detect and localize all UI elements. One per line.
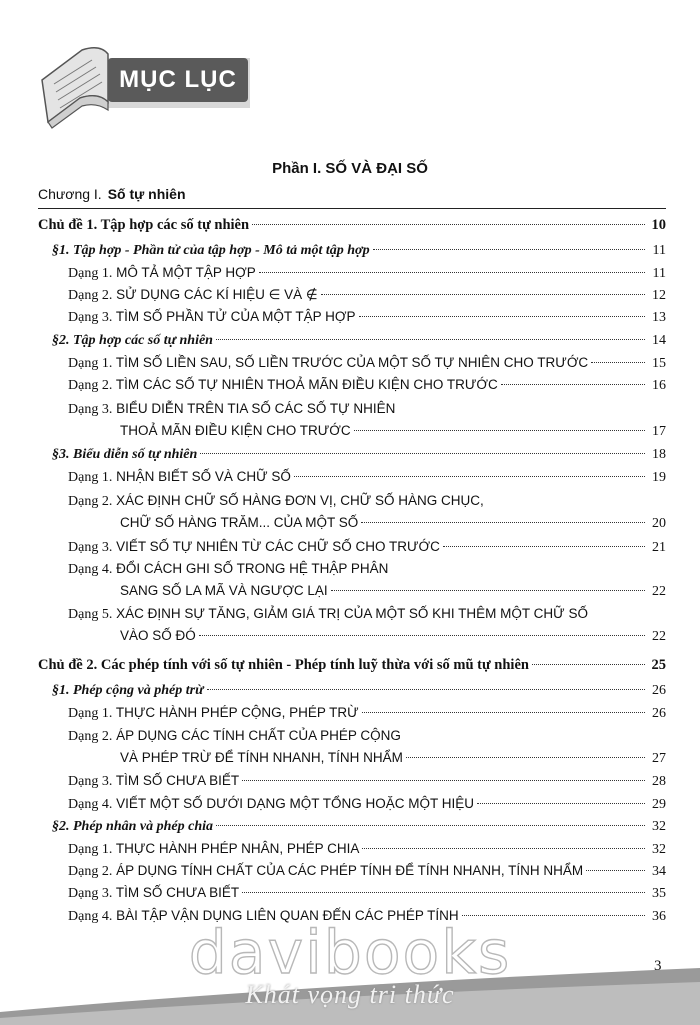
toc-item-text: TÌM CÁC SỐ TỰ NHIÊN THOẢ MÃN ĐIỀU KIỆN CHO TRƯỚC [115, 377, 498, 392]
toc-item-text: TÌM SỐ PHẦN TỬ CỦA MỘT TẬP HỢP [115, 309, 356, 324]
toc-page-number: 22 [652, 584, 666, 599]
toc-item-text: THỰC HÀNH PHÉP NHÂN, PHÉP CHIA [115, 841, 360, 856]
toc-page-number: 20 [652, 516, 666, 531]
toc-item-text: NHẬN BIẾT SỐ VÀ CHỮ SỐ [116, 469, 291, 484]
toc-page-number: 13 [652, 310, 666, 325]
toc-item-number: Dạng 3. [68, 402, 113, 417]
toc-item-number: Dạng 1. [68, 356, 113, 371]
toc-item-number: Dạng 2. [68, 729, 113, 744]
toc-item-text: VIẾT SỐ TỰ NHIÊN TỪ CÁC CHỮ SỐ CHO TRƯỚC [116, 539, 440, 554]
toc-page-number: 26 [652, 706, 666, 721]
toc-page-number: 27 [652, 751, 666, 766]
toc-page-number: 29 [652, 797, 666, 812]
toc-item-continuation: CHỮ SỐ HÀNG TRĂM... CỦA MỘT SỐ [120, 515, 359, 530]
toc-item-text: TÌM SỐ LIỀN SAU, SỐ LIỀN TRƯỚC CỦA MỘT SỐ TỰ NHIÊN CHO TRƯỚC [115, 355, 589, 370]
toc-page-number: 14 [652, 333, 666, 348]
toc-item-text: XÁC ĐỊNH CHỮ SỐ HÀNG ĐƠN VỊ, CHỮ SỐ HÀNG CHỤC, [116, 493, 484, 508]
toc-item-number: Dạng 4. [68, 909, 113, 924]
page-number: 3 [654, 958, 662, 974]
watermark-brand: davibooks [188, 918, 512, 988]
toc-item-number: Dạng 3. [68, 540, 113, 555]
toc-page-number: 22 [652, 629, 666, 644]
toc-page-number: 12 [652, 288, 666, 303]
toc-page-number: 34 [652, 864, 666, 879]
toc-item-text: TÌM SỐ CHƯA BIẾT [115, 773, 240, 788]
toc-item-text: SỬ DỤNG CÁC KÍ HIỆU ∈ VÀ ∉ [116, 287, 318, 302]
toc-section-label: §1. Phép cộng và phép trừ [52, 683, 204, 698]
chapter-name: Số tự nhiên [107, 186, 186, 202]
toc-item-number: Dạng 3. [68, 774, 113, 789]
toc-page-number: 26 [652, 683, 666, 698]
toc-item-text: VIẾT MỘT SỐ DƯỚI DẠNG MỘT TỔNG HOẶC MỘT HIỆU [116, 796, 474, 811]
part-title: Phần I. SỐ VÀ ĐẠI SỐ [272, 160, 428, 177]
toc-section-label: §2. Tập hợp các số tự nhiên [52, 333, 213, 348]
toc-page-number: 32 [652, 842, 666, 857]
chapter-label: Chương I. [38, 186, 102, 202]
toc-item-text: BIỂU DIỄN TRÊN TIA SỐ CÁC SỐ TỰ NHIÊN [116, 401, 396, 416]
toc-item-number: Dạng 2. [68, 864, 113, 879]
toc-item-number: Dạng 2. [68, 288, 113, 303]
toc-page-number: 16 [652, 378, 666, 393]
watermark-slogan: Khát vọng tri thức [245, 980, 455, 1009]
toc-item-continuation: THOẢ MÃN ĐIỀU KIỆN CHO TRƯỚC [120, 423, 351, 438]
toc-page-number: 17 [652, 424, 666, 439]
toc-item-text: ĐỔI CÁCH GHI SỐ TRONG HỆ THẬP PHÂN [116, 561, 389, 576]
toc-page-number: 25 [651, 657, 666, 673]
toc-page-number: 28 [652, 774, 666, 789]
toc-item-number: Dạng 2. [68, 378, 113, 393]
toc-page-number: 36 [652, 909, 666, 924]
toc-title: MỤC LỤC [119, 66, 237, 93]
toc-item-number: Dạng 2. [68, 494, 113, 509]
toc-item-continuation: VÀO SỐ ĐÓ [120, 628, 196, 643]
toc-item-text: THỰC HÀNH PHÉP CỘNG, PHÉP TRỪ [115, 705, 359, 720]
toc-item-number: Dạng 1. [68, 706, 113, 721]
toc-item-text: MÔ TẢ MỘT TẬP HỢP [116, 265, 256, 280]
toc-item-text: ÁP DỤNG TÍNH CHẤT CỦA CÁC PHÉP TÍNH ĐỂ TÍNH NHANH, TÍNH NHẨM [116, 863, 584, 878]
toc-item-continuation: VÀ PHÉP TRỪ ĐỂ TÍNH NHANH, TÍNH NHẨM [120, 750, 403, 765]
toc-page-number: 32 [652, 819, 666, 834]
toc-page-number: 15 [652, 356, 666, 371]
toc-item-number: Dạng 4. [68, 797, 113, 812]
toc-page-number: 21 [652, 540, 666, 555]
toc-topic-label: Chủ đề 2. Các phép tính với số tự nhiên - Phép tính luỹ thừa với số mũ tự nhiên [38, 657, 529, 673]
toc-page-number: 18 [652, 447, 666, 462]
toc-page-number: 11 [652, 266, 666, 281]
toc-item-number: Dạng 4. [68, 562, 113, 577]
toc-page-number: 11 [652, 243, 666, 258]
toc-item-text: TÌM SỐ CHƯA BIẾT [115, 885, 240, 900]
toc-page-number: 10 [651, 217, 666, 233]
toc-section-label: §2. Phép nhân và phép chia [52, 819, 214, 834]
toc-item-text: XÁC ĐỊNH SỰ TĂNG, GIẢM GIÁ TRỊ CỦA MỘT SỐ KHI THÊM MỘT CHỮ SỐ [116, 606, 588, 621]
toc-page-number: 19 [652, 470, 666, 485]
toc-item-continuation: SANG SỐ LA MÃ VÀ NGƯỢC LẠI [120, 583, 328, 598]
toc-item-text: ÁP DỤNG CÁC TÍNH CHẤT CỦA PHÉP CỘNG [116, 728, 401, 743]
toc-section-label: §3. Biểu diễn số tự nhiên [52, 447, 198, 462]
toc-item-text: BÀI TẬP VẬN DỤNG LIÊN QUAN ĐẾN CÁC PHÉP TÍNH [116, 908, 459, 923]
toc-item-number: Dạng 1. [68, 842, 113, 857]
toc-item-number: Dạng 1. [68, 470, 113, 485]
toc-item-number: Dạng 1. [68, 266, 113, 281]
toc-page-number: 35 [652, 886, 666, 901]
toc-item-number: Dạng 3. [68, 886, 113, 901]
toc-item-number: Dạng 3. [68, 310, 113, 325]
toc-item-number: Dạng 5. [68, 607, 113, 622]
toc-topic-label: Chủ đề 1. Tập hợp các số tự nhiên [38, 217, 250, 233]
toc-section-label: §1. Tập hợp - Phần tử của tập hợp - Mô tả một tập hợp [52, 243, 370, 258]
